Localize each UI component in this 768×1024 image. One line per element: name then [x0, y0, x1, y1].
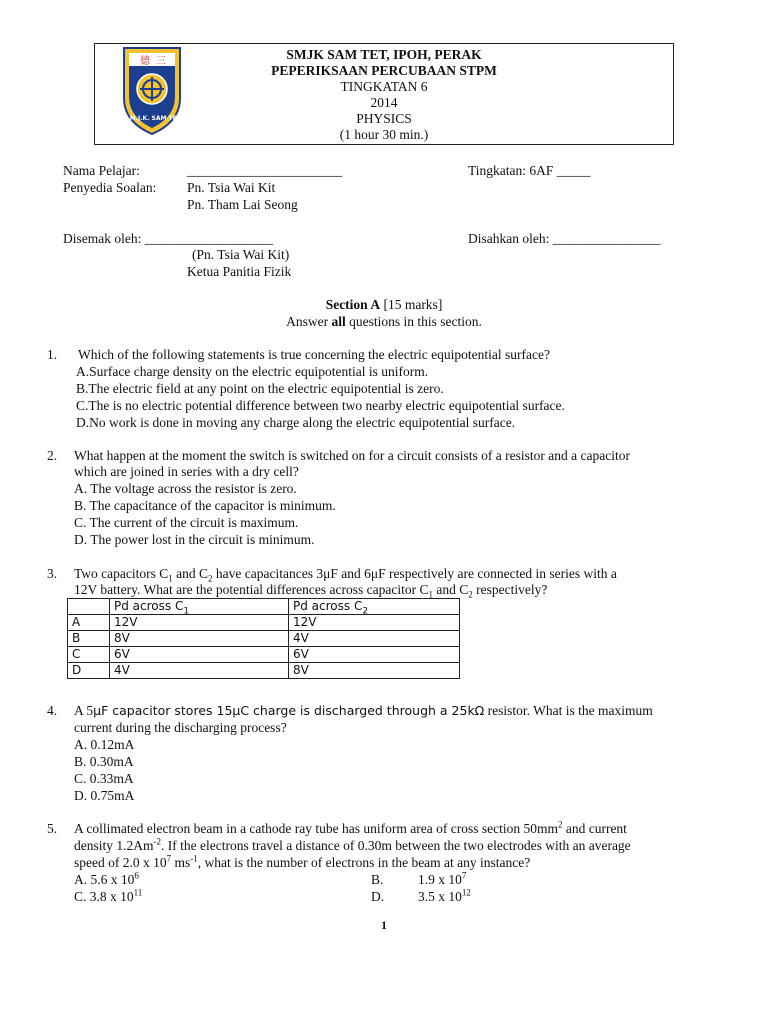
section-title: Section A [15 marks] — [325, 297, 443, 312]
table-row — [68, 631, 460, 647]
q1-option-c: C.The is no electric potential difference between two nearby electric equipotential surface. — [76, 398, 565, 413]
q5-option-b-label: B. — [371, 872, 384, 887]
table-header: Pd across $C_1$ — [110, 599, 289, 615]
q5-option-d: 3.5 x $10^{12}$ — [418, 887, 471, 904]
table-cell: A — [68, 615, 110, 631]
q2-option-b: B. The capacitance of the capacitor is minimum. — [74, 498, 336, 513]
svg-text:德: 德 — [140, 56, 150, 67]
q4-option-b: B. 0.30mA — [74, 754, 134, 769]
checked-by-field[interactable]: Disemak oleh: ___________________ — [63, 231, 273, 246]
svg-text:S.M.J.K. SAM TET: S.M.J.K. SAM TET — [123, 115, 181, 122]
q5-option-b: 1.9 x $10^7$ — [418, 870, 467, 887]
table-cell: 8V — [289, 663, 460, 679]
page-number: 1 — [381, 918, 387, 932]
q5-option-d-label: D. — [371, 889, 385, 904]
q1-option-a: A.Surface charge density on the electric equipotential is uniform. — [76, 364, 429, 379]
q2-text-line1: What happen at the moment the switch is switched on for a circuit consists of a resistor and a capacitor — [74, 448, 630, 463]
student-name-field[interactable]: _______________________ — [187, 163, 343, 178]
exam-year: 2014 — [370, 95, 398, 110]
table-cell: 12V — [110, 615, 289, 631]
table-cell: 6V — [289, 647, 460, 663]
table-cell: 6V — [110, 647, 289, 663]
q5-text-line1: A collimated electron beam in a cathode ray tube has uniform area of cross section $50mm^2$ and current — [74, 819, 627, 836]
q1-option-d: D.No work is done in moving any charge along the electric equipotential surface. — [76, 415, 516, 430]
table-cell: 12V — [289, 615, 460, 631]
q3-number: 3. — [47, 566, 58, 581]
q4-text-line1: A 5μF capacitor stores 15μC charge is discharged through a 25kΩ resistor. What is the maximum — [74, 703, 653, 718]
form-level: TINGKATAN 6 — [340, 79, 428, 94]
q2-number: 2. — [47, 448, 58, 463]
table-header: Pd across $C_2$ — [289, 599, 460, 615]
table-cell: B — [68, 631, 110, 647]
q4-option-c: C. 0.33mA — [74, 771, 134, 786]
q5-text-line2: density $1.2Am^{-2}$. If the electrons travel a distance of 0.30m between the two electrodes with an average — [74, 836, 631, 853]
q2-option-d: D. The power lost in the circuit is minimum. — [74, 532, 315, 547]
table-cell — [68, 599, 110, 615]
q3-options-table — [67, 598, 460, 679]
setter-name-2: Pn. Tham Lai Seong — [187, 197, 298, 212]
q5-text-line3: speed of 2.0 x $10^7$ $ms^{-1}$, what is the number of electrons in the beam at any instance? — [74, 853, 531, 870]
table-cell: D — [68, 663, 110, 679]
checker-name: (Pn. Tsia Wai Kit) — [192, 247, 290, 262]
table-row — [68, 647, 460, 663]
approved-by-field[interactable]: Disahkan oleh: ________________ — [468, 231, 661, 246]
table-row — [68, 615, 460, 631]
q5-number: 5. — [47, 821, 58, 836]
q4-option-a: A. 0.12mA — [74, 737, 135, 752]
section-instruction: Answer all questions in this section. — [286, 314, 482, 329]
q2-option-c: C. The current of the circuit is maximum. — [74, 515, 299, 530]
table-cell: 8V — [110, 631, 289, 647]
checker-role: Ketua Panitia Fizik — [187, 264, 292, 279]
q2-option-a: A. The voltage across the resistor is zero. — [74, 481, 297, 496]
school-name: SMJK SAM TET, IPOH, PERAK — [286, 47, 482, 62]
q3-text-line2: 12V battery. What are the potential differences across capacitor $C_1$ and $C_2$ respectively? — [74, 582, 548, 600]
q1-option-b: B.The electric field at any point on the electric equipotential is zero. — [76, 381, 444, 396]
school-crest-logo — [118, 44, 186, 136]
table-header-row — [68, 599, 460, 615]
duration: (1 hour 30 min.) — [339, 127, 429, 142]
setter-label: Penyedia Soalan: — [63, 180, 157, 195]
student-name-label: Nama Pelajar: — [63, 163, 140, 178]
q4-number: 4. — [47, 703, 58, 718]
svg-text:三: 三 — [156, 56, 166, 67]
q5-option-c: C. 3.8 x $10^{11}$ — [74, 887, 143, 904]
q4-text-line2: current during the discharging process? — [74, 720, 287, 735]
q5-option-a: A. 5.6 x $10^6$ — [74, 870, 139, 887]
q1-text: Which of the following statements is true concerning the electric equipotential surface? — [78, 347, 550, 362]
table-row — [68, 663, 460, 679]
q2-text-line2: which are joined in series with a dry cell? — [74, 464, 299, 479]
form-field[interactable]: Tingkatan: 6AF _____ — [468, 163, 591, 178]
exam-title: PEPERIKSAAN PERCUBAAN STPM — [271, 63, 497, 78]
q3-text-line1: Two capacitors $C_1$ and $C_2$ have capacitances 3μF and 6μF respectively are connected in series with a — [74, 566, 617, 584]
setter-name-1: Pn. Tsia Wai Kit — [187, 180, 276, 195]
table-cell: C — [68, 647, 110, 663]
q4-option-d: D. 0.75mA — [74, 788, 135, 803]
table-cell: 4V — [289, 631, 460, 647]
q1-number: 1. — [47, 347, 58, 362]
subject: PHYSICS — [356, 111, 412, 126]
table-cell: 4V — [110, 663, 289, 679]
